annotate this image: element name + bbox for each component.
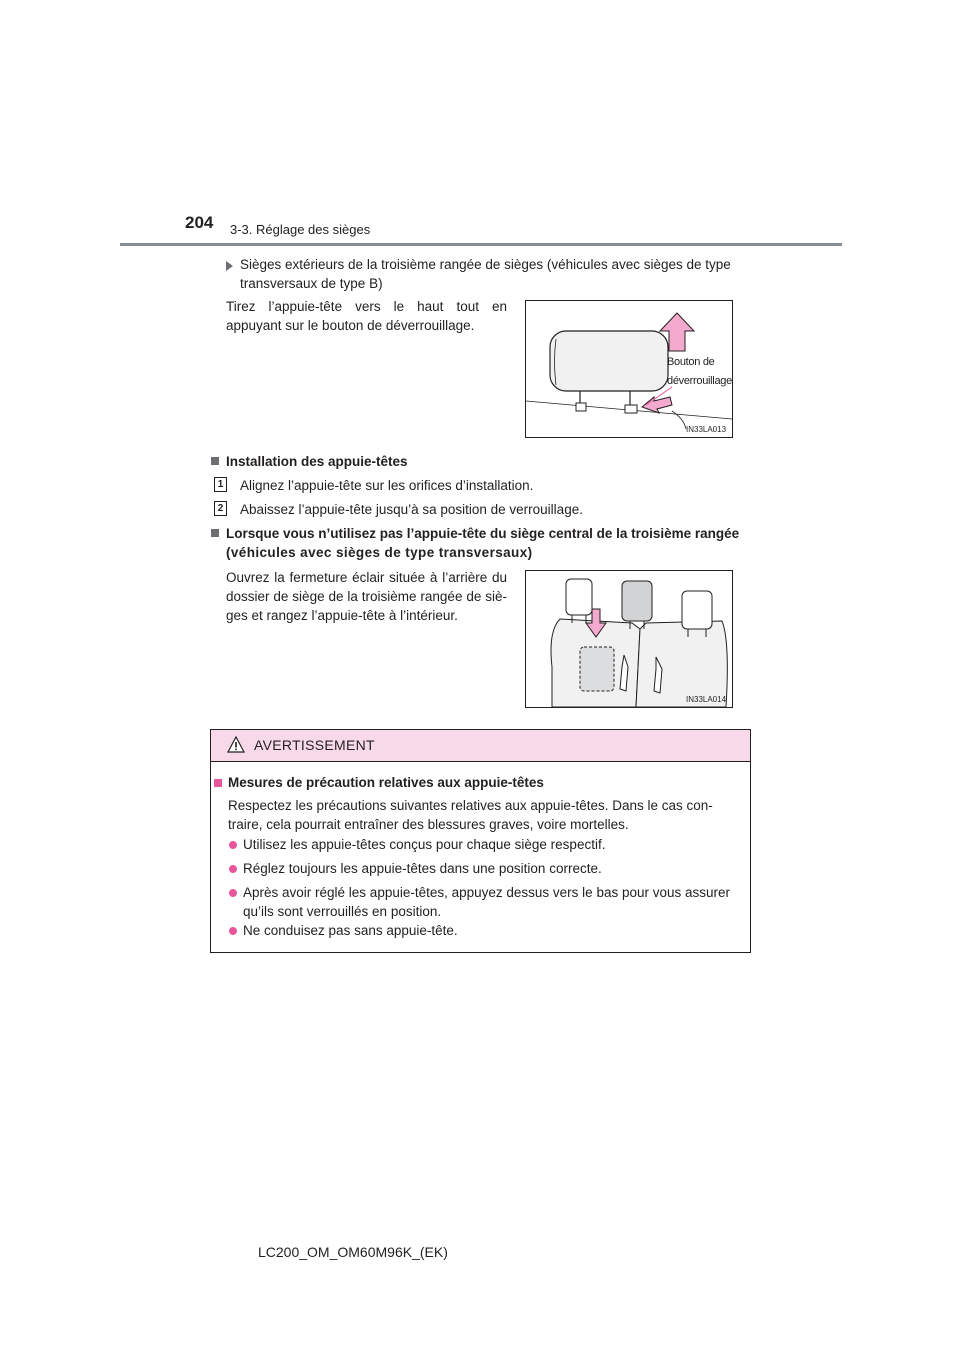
pull-instruction-line2: appuyant sur le bouton de déverrouillage. [226,318,475,333]
warning-square-icon [214,779,222,787]
storage-heading-line2: (véhicules avec sièges de type transversaux) [226,545,533,560]
step-number-1: 1 [214,477,227,492]
bullet-icon [229,841,237,849]
figure-code: IN33LA013 [686,425,727,434]
page-number: 204 [185,213,214,232]
installation-heading: Installation des appuie-têtes [226,454,408,469]
warning-bullet-3-line1: Après avoir réglé les appuie-têtes, appuyez dessus vers le bas pour vous assurer [243,885,731,900]
seat-storage-figure [525,570,733,708]
sub-heading-line2: transversaux de type B) [240,276,383,291]
arrow-right-icon [226,261,233,271]
third-row-seats-illustration [526,571,732,707]
release-button-callout-line2: déverrouillage [667,375,732,387]
storage-instruction-line1: Ouvrez la fermeture éclair située à l’arrière du [226,570,507,585]
bullet-icon [229,927,237,935]
header-divider [120,243,842,246]
figure-code: IN33LA014 [686,695,727,704]
bullet-icon [229,889,237,897]
warning-bullet-3-line2: qu’ils sont verrouillés en position. [243,904,442,919]
step-number-2: 2 [214,501,227,516]
warning-bullet-4: Ne conduisez pas sans appuie-tête. [243,923,458,938]
warning-heading: Mesures de précaution relatives aux appuie-têtes [228,775,544,790]
headrest-release-figure [525,300,733,438]
installation-step-2: Abaissez l’appuie-tête jusqu’à sa position de verrouillage. [240,502,583,517]
section-title: 3-3. Réglage des sièges [230,222,371,237]
sub-heading-line1: Sièges extérieurs de la troisième rangée de sièges (véhicules avec sièges de type [240,257,731,272]
storage-instruction-line3: ges et rangez l’appuie-tête à l’intérieur. [226,608,458,623]
section-square-icon [211,457,219,465]
pull-instruction-line1: Tirez l’appuie-tête vers le haut tout en [226,299,507,314]
warning-header [211,730,750,762]
warning-box [210,729,751,953]
warning-bullet-2: Réglez toujours les appuie-têtes dans une position correcte. [243,861,602,876]
warning-triangle-icon [227,736,245,753]
bullet-icon [229,865,237,873]
installation-step-1: Alignez l’appuie-tête sur les orifices d’installation. [240,478,534,493]
storage-instruction-line2: dossier de siège de la troisième rangée de siè- [226,589,507,604]
release-button-callout-line1: Bouton de [667,356,715,368]
section-square-icon [211,529,219,537]
warning-intro-line2: traire, cela pourrait entraîner des blessures graves, voire mortelles. [228,817,629,832]
warning-bullet-1: Utilisez les appuie-têtes conçus pour chaque siège respectif. [243,837,606,852]
headrest-illustration [526,301,732,437]
warning-intro-line1: Respectez les précautions suivantes relatives aux appuie-têtes. Dans le cas con- [228,798,713,813]
warning-title: AVERTISSEMENT [254,737,375,753]
storage-heading-line1: Lorsque vous n’utilisez pas l’appuie-tête du siège central de la troisième rangée [226,526,740,541]
document-code: LC200_OM_OM60M96K_(EK) [258,1244,448,1260]
